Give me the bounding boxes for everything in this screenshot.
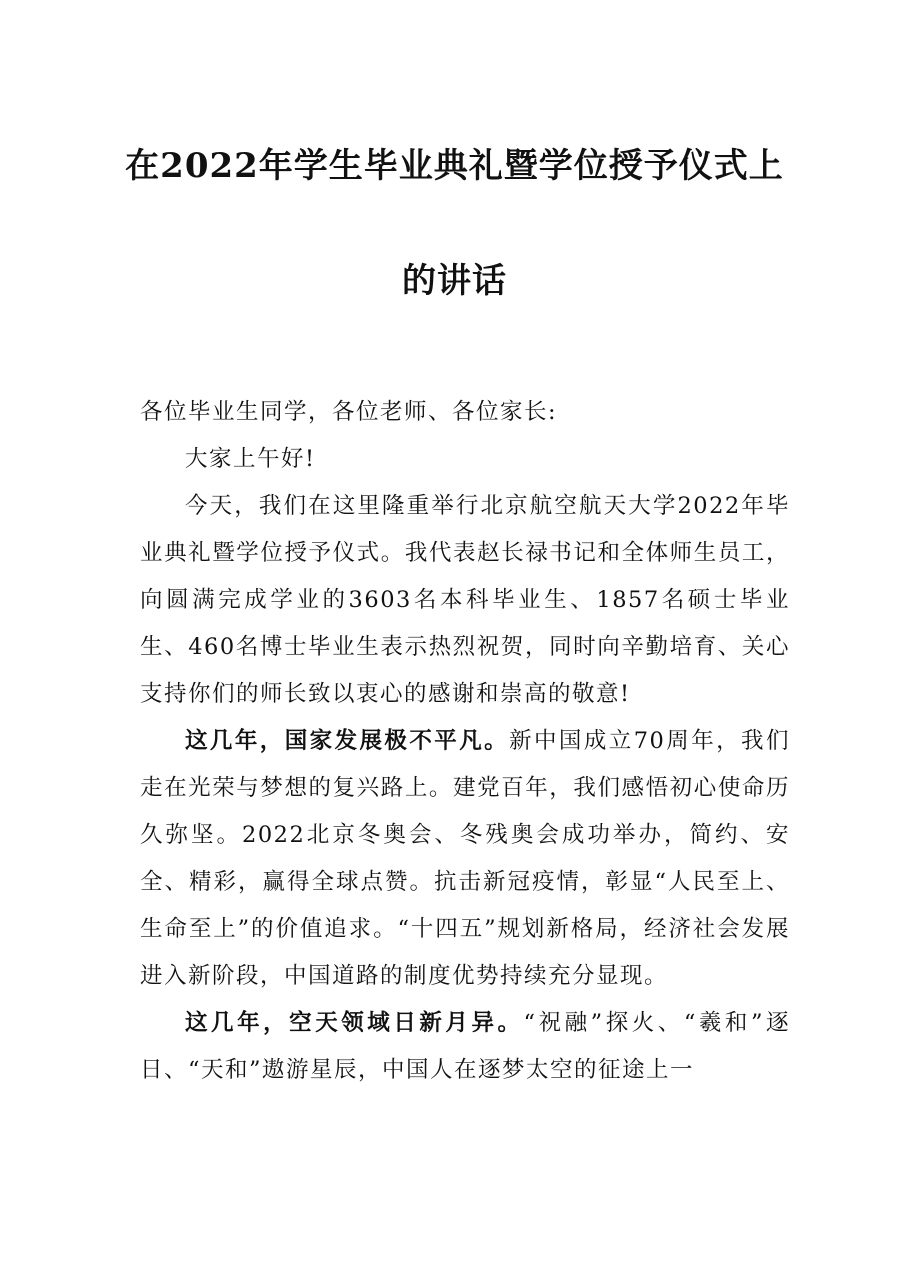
greeting: 大家上午好!: [185, 446, 316, 472]
paragraph-text: 今天，我们在这里隆重举行北京航空航天大学2022年毕业典礼暨学位授予仪式。我代表赵长禄书记和全体师生员工，向圆满完成学业的3603名本科毕业生、1857名硕士毕业生、460名博士毕业生表示热烈祝贺，同时向辛勤培育、关心支持你们的师长致以衷心的感谢和崇高的敬意!: [140, 493, 790, 707]
document-title-line2: 的讲话: [402, 261, 507, 301]
paragraph-lead: 这几年，空天领域日新月异。: [185, 1010, 524, 1036]
paragraph-text: “祝融”探火、“羲和”逐日、“天和”遨游星辰，中国人在逐梦太空的征途上一: [140, 1010, 790, 1083]
paragraph-aerospace: [140, 1000, 790, 1094]
paragraph-opening: [140, 483, 790, 718]
paragraph-text: 新中国成立70周年，我们走在光荣与梦想的复兴路上。建党百年，我们感悟初心使命历久弥坚。2022北京冬奥会、冬残奥会成功举办，简约、安全、精彩，赢得全球点赞。抗击新冠疫情，彰显“人民至上、生命至上”的价值追求。“十四五”规划新格局，经济社会发展进入新阶段，中国道路的制度优势持续充分显现。: [140, 728, 790, 989]
salutation: 各位毕业生同学，各位老师、各位家长:: [140, 399, 558, 425]
document-body: [140, 389, 790, 1094]
paragraph-lead: 这几年，国家发展极不平凡。: [185, 728, 510, 754]
document-title-line1: 在2022年学生毕业典礼暨学位授予仪式上: [125, 146, 784, 186]
paragraph-national-development: [140, 718, 790, 1000]
